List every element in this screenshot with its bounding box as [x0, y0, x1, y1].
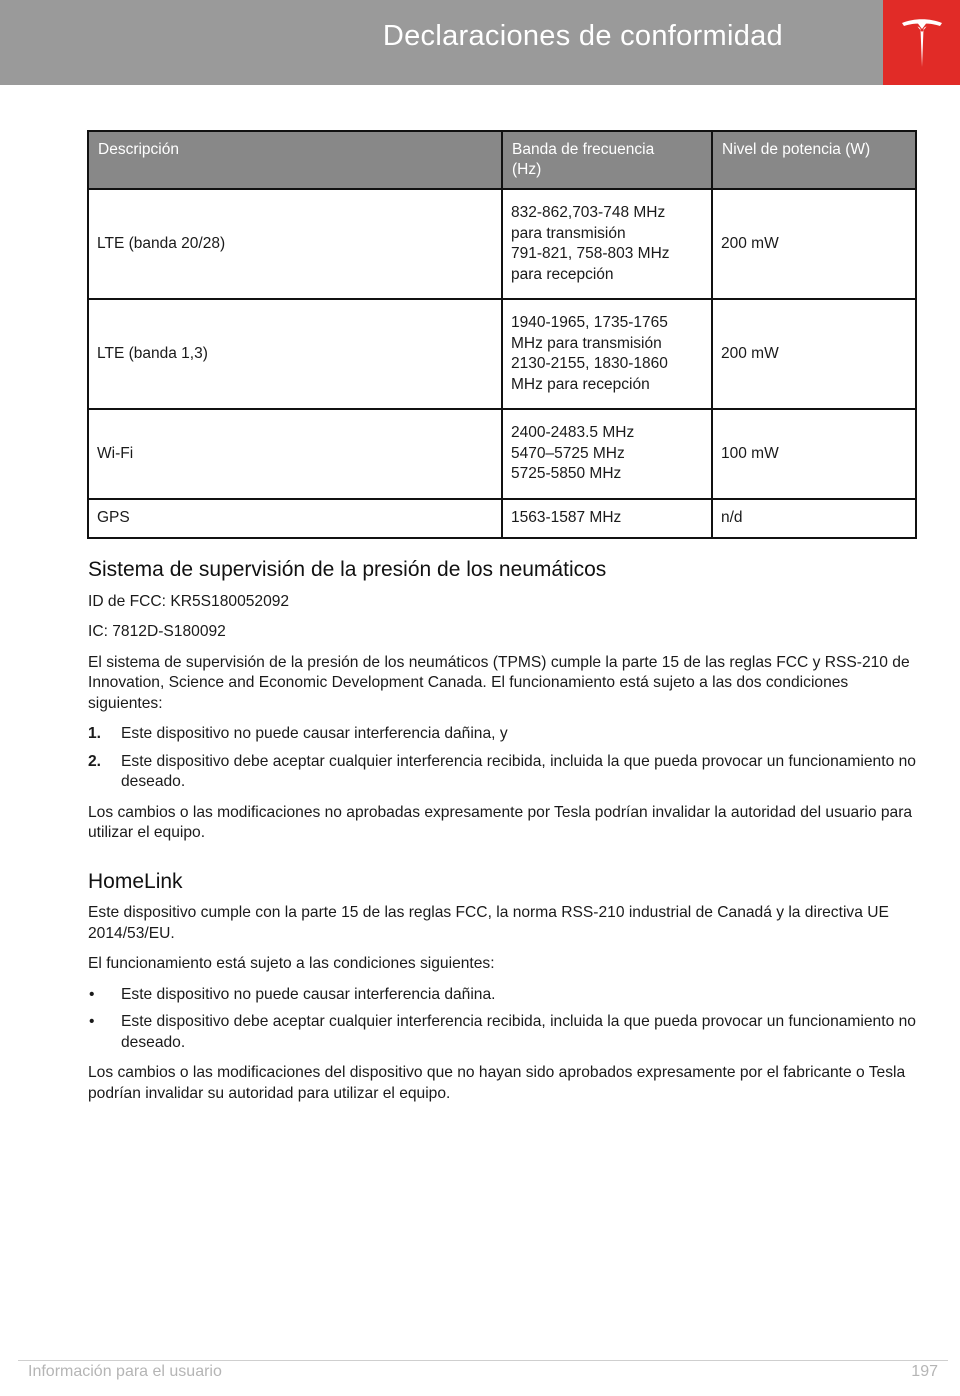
tpms-closing: Los cambios o las modificaciones no aprobadas expresamente por Tesla podrían invalidar la autoridad del usuario para utilizar el equipo.: [88, 803, 913, 841]
homelink-closing: Los cambios o las modificaciones del dispositivo que no hayan sido aprobados expresamente por el fabricante o Tesla podrían invalidar su autoridad para utilizar el equipo.: [88, 1064, 906, 1102]
table-cell-description: GPS: [88, 499, 502, 538]
table-cell-frequency: 2400-2483.5 MHz 5470–5725 MHz 5725-5850 MHz: [502, 409, 712, 499]
bullet-icon: •: [89, 1013, 95, 1030]
homelink-section: [88, 869, 918, 1105]
table-cell-power: n/d: [712, 499, 916, 538]
list-item-text: Este dispositivo no puede causar interferencia dañina.: [121, 985, 496, 1003]
table-cell-power: 200 mW: [712, 299, 916, 409]
main-content: [88, 560, 918, 1114]
table-row: [88, 189, 916, 299]
tesla-logo-icon: [900, 15, 944, 69]
table-cell-description: LTE (banda 1,3): [88, 299, 502, 409]
tpms-heading: Sistema de supervisión de la presión de los neumáticos: [88, 558, 607, 581]
table-cell-description: Wi-Fi: [88, 409, 502, 499]
list-item: [88, 724, 918, 745]
footer-section-name: Información para el usuario: [28, 1363, 222, 1380]
frequency-table: [87, 130, 917, 539]
tpms-intro: El sistema de supervisión de la presión de los neumáticos (TPMS) cumple la parte 15 de las reglas FCC y RSS-210 de Innovation, Science and Economic Development Canada. El funcionamiento está sujeto a las dos condiciones siguientes:: [88, 653, 910, 712]
page-number: 197: [911, 1363, 938, 1380]
page-title: Declaraciones de conformidad: [382, 20, 783, 52]
table-cell-frequency: 1563-1587 MHz: [502, 499, 712, 538]
header-frequency-band: Banda de frecuencia (Hz): [502, 131, 712, 189]
tpms-fcc-id: ID de FCC: KR5S180052092: [88, 592, 290, 610]
header-band: [0, 0, 883, 85]
table-row: [88, 409, 916, 499]
table-cell-power: 100 mW: [712, 409, 916, 499]
tpms-section: [88, 560, 918, 844]
table-cell-frequency: 1940-1965, 1735-1765 MHz para transmisión 2130-2155, 1830-1860 MHz para recepción: [502, 299, 712, 409]
homelink-heading: HomeLink: [88, 869, 183, 893]
list-item: [88, 752, 918, 793]
table-row: [88, 499, 916, 538]
homelink-intro: Este dispositivo cumple con la parte 15 de las reglas FCC, la norma RSS-210 industrial de Canadá y la directiva UE 2014/53/EU.: [88, 904, 889, 942]
header-power-level: Nivel de potencia (W): [712, 131, 916, 189]
brand-logo-box: [883, 0, 960, 85]
table-row: [88, 299, 916, 409]
table-cell-frequency: 832-862,703-748 MHz para transmisión 791-821, 758-803 MHz para recepción: [502, 189, 712, 299]
homelink-conditions-list: [88, 985, 918, 1054]
table-cell-power: 200 mW: [712, 189, 916, 299]
list-marker: 1.: [88, 725, 102, 742]
bullet-icon: •: [89, 985, 95, 1003]
list-item-text: Este dispositivo no puede causar interferencia dañina, y: [121, 725, 508, 742]
tpms-conditions-list: [88, 724, 918, 793]
table-cell-description: LTE (banda 20/28): [88, 189, 502, 299]
tpms-ic: IC: 7812D-S180092: [88, 623, 226, 640]
homelink-conditions: El funcionamiento está sujeto a las condiciones siguientes:: [88, 955, 495, 972]
list-item-text: Este dispositivo debe aceptar cualquier interferencia recibida, incluida la que pueda provocar un funcionamiento no deseado.: [121, 1013, 916, 1051]
list-marker: 2.: [88, 752, 102, 770]
header-description: Descripción: [88, 131, 502, 189]
footer-divider: [18, 1360, 948, 1361]
list-item-text: Este dispositivo debe aceptar cualquier interferencia recibida, incluida la que pueda provocar un funcionamiento no deseado.: [121, 752, 916, 790]
list-item: [88, 1012, 918, 1053]
table-header-row: [88, 131, 916, 189]
list-item: [88, 985, 918, 1006]
